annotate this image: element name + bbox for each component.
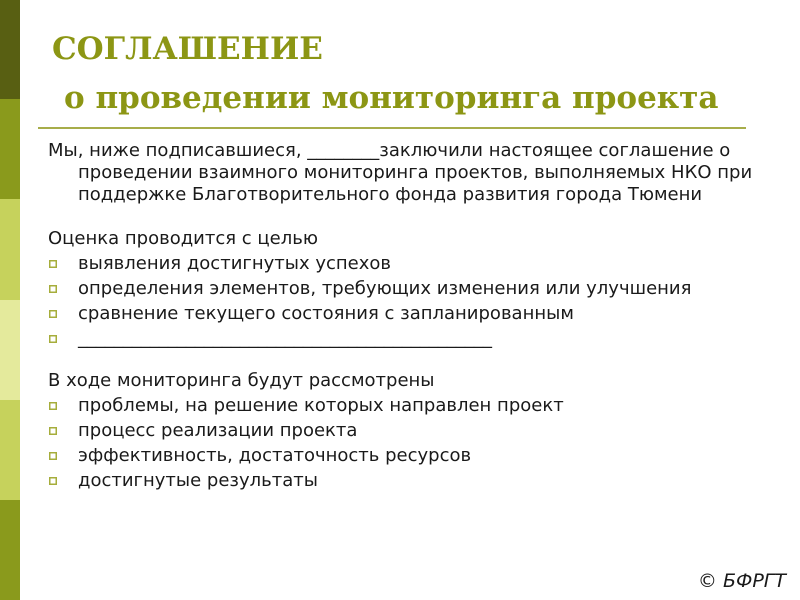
list-item [48,420,758,442]
list-item [48,470,758,492]
title-subtitle: о проведении мониторинга проекта [64,80,719,116]
list-item-text: определения элементов, требующих изменения или улучшения [78,278,692,299]
hollow-square-bullet-icon [49,260,57,268]
list-item [48,395,758,417]
title-divider [38,127,746,129]
slide-title [52,30,752,118]
list-item [48,445,758,467]
hollow-square-bullet-icon [49,310,57,318]
assessment-list [48,253,758,350]
intro-paragraph: Мы, ниже подписавшиеся, ________заключили настоящее соглашение о проведении взаимного мониторинга проектов, выполняемых НКО при поддержке Благотворительного фонда развития города Тюмени [48,140,753,205]
hollow-square-bullet-icon [49,402,57,410]
strip-segment [0,500,20,600]
monitoring-lead: В ходе мониторинга будут рассмотрены [48,370,435,391]
hollow-square-bullet-icon [49,452,57,460]
hollow-square-bullet-icon [49,477,57,485]
side-color-strip [0,0,20,600]
assessment-lead: Оценка проводится с целью [48,228,318,249]
list-item-blank-line: ______________________________________________ [78,328,492,349]
list-item [48,253,758,275]
list-item-text: выявления достигнутых успехов [78,253,392,274]
list-item-text: сравнение текущего состояния с запланированным [78,303,574,324]
list-item-text: эффективность, достаточность ресурсов [78,445,472,466]
list-item-text: достигнутые результаты [78,470,318,491]
list-item [48,328,758,350]
title-main: СОГЛАШЕНИЕ [52,31,323,67]
strip-segment [0,300,20,400]
copyright-label: © БФРГТ [697,570,786,592]
strip-segment [0,99,20,199]
hollow-square-bullet-icon [49,335,57,343]
strip-segment [0,400,20,500]
hollow-square-bullet-icon [49,285,57,293]
list-item [48,303,758,325]
strip-segment [0,0,20,99]
strip-segment [0,199,20,300]
hollow-square-bullet-icon [49,427,57,435]
list-item-text: проблемы, на решение которых направлен проект [78,395,564,416]
monitoring-list [48,395,758,492]
list-item [48,278,758,300]
slide-body [48,140,758,492]
list-item-text: процесс реализации проекта [78,420,358,441]
